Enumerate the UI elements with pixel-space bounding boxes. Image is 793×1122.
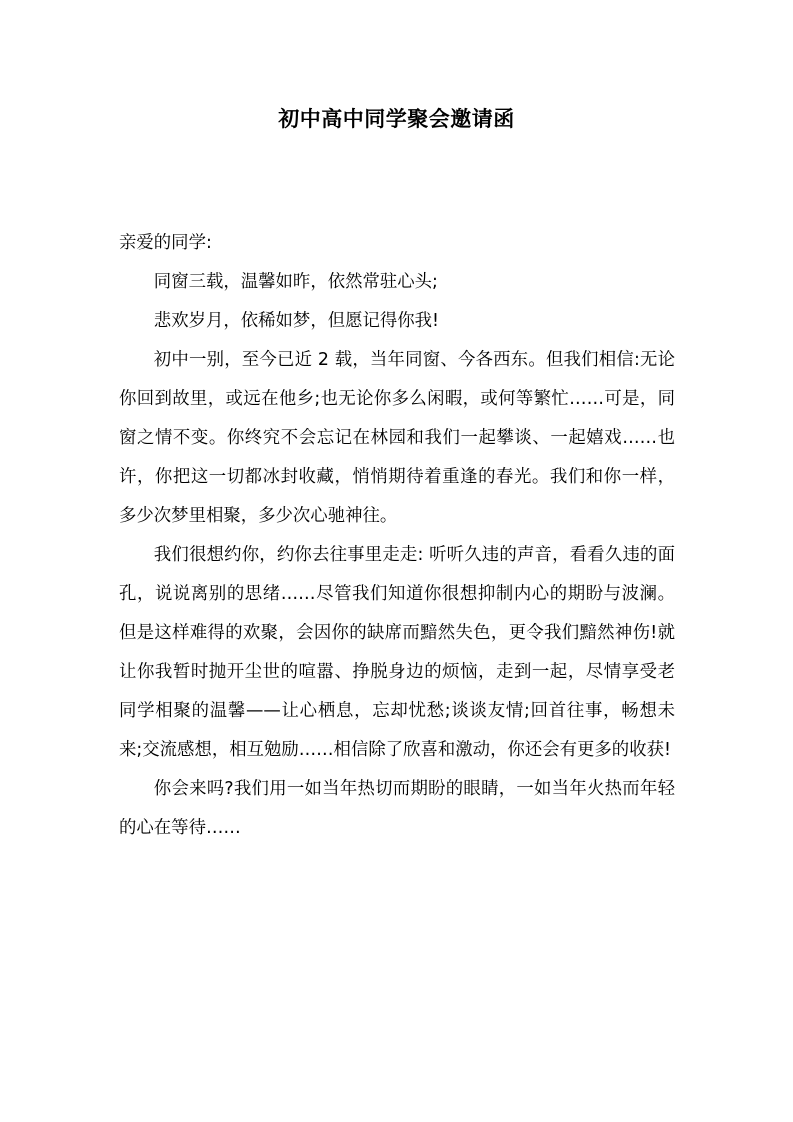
paragraph: 你会来吗?我们用一如当年热切而期盼的眼睛，一如当年火热而年轻的心在等待…… xyxy=(119,779,675,838)
document-title: 初中高中同学聚会邀请函 xyxy=(278,107,515,131)
letter-body xyxy=(119,224,675,848)
salutation: 亲爱的同学: xyxy=(119,233,212,253)
paragraph: 初中一别，至今已近 2 载，当年同窗、今各西东。但我们相信:无论你回到故里，或远在他乡;也无论你多么闲暇，或何等繁忙……可是，同窗之情不变。你终究不会忘记在林园和我们一起攀谈、一起嬉戏……也许，你把这一切都冰封收藏，悄悄期待着重逢的春光。我们和你一样，多少次梦里相聚，多少次心驰神往。 xyxy=(119,350,675,526)
paragraph: 悲欢岁月，依稀如梦，但愿记得你我! xyxy=(153,311,440,331)
paragraph: 我们很想约你，约你去往事里走走: 听听久违的声音，看看久违的面孔，说说离别的思绪……尽管我们知道你很想抑制内心的期盼与波澜。但是这样难得的欢聚，会因你的缺席而黯然失色，更令我们黯然神伤!就让你我暂时抛开尘世的喧嚣、挣脱身边的烦恼，走到一起，尽情享受老同学相聚的温馨——让心栖息，忘却忧愁;谈谈友情;回首往事，畅想未来;交流感想，相互勉励……相信除了欣喜和激动，你还会有更多的收获! xyxy=(119,545,675,760)
paragraph: 同窗三载，温馨如昨，依然常驻心头; xyxy=(153,272,438,292)
